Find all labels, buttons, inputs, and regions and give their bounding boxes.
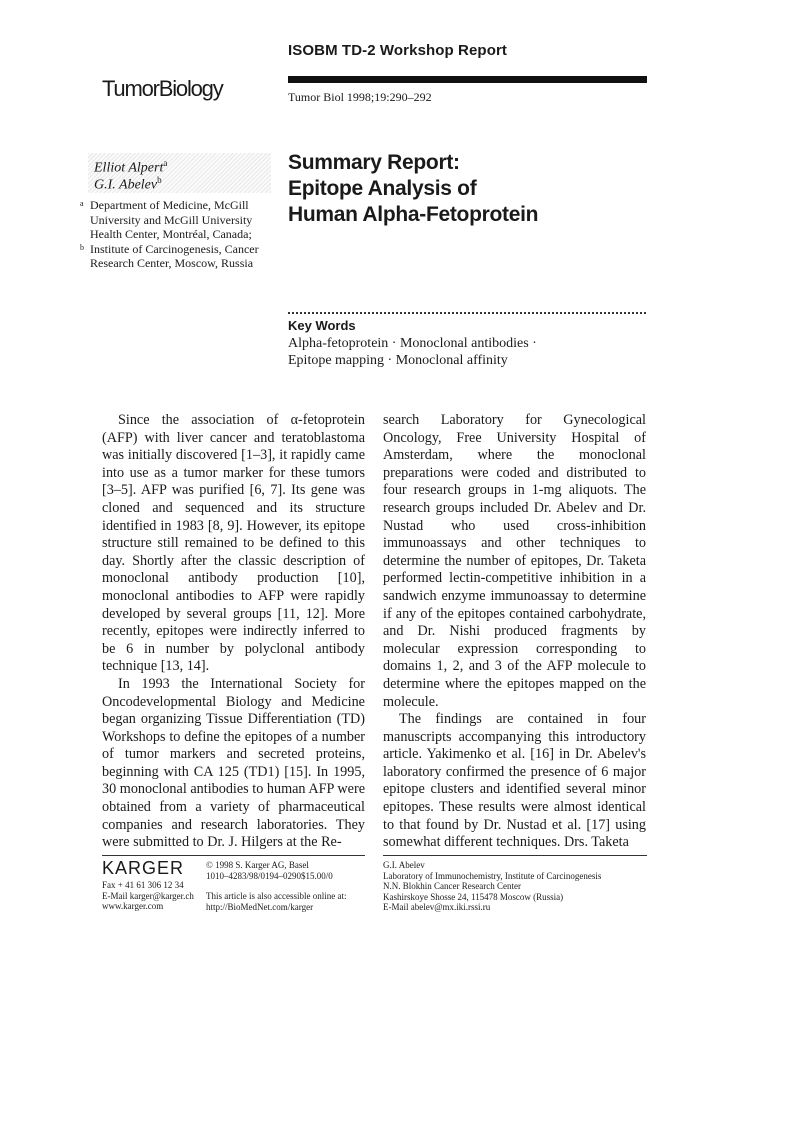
body-column-left <box>102 412 365 852</box>
affiliation: b Institute of Carcinogenesis, Cancer Research Center, Moscow, Russia <box>80 241 259 271</box>
publisher-contact: Fax + 41 61 306 12 34 E-Mail karger@karger.ch www.karger.com <box>102 880 194 912</box>
author-name: Elliot Alpert$^a$ <box>94 158 168 176</box>
keywords-divider <box>288 312 646 314</box>
online-access-note: This article is also accessible online at: http://BioMedNet.com/karger <box>206 891 347 912</box>
correspondence-address: G.I. Abelev Laboratory of Immunochemistry, Institute of Carcinogenesis N.N. Blokhin Cancer Research Center Kashirskoye Shosse 24, 115478 Moscow (Russia) E-Mail abelev@mx.iki.rssi.ru <box>383 860 602 913</box>
footer-rule <box>383 855 647 856</box>
article-title: Summary Report: Epitope Analysis of Human Alpha-Fetoprotein <box>288 151 539 226</box>
copyright-notice: © 1998 S. Karger AG, Basel 1010–4283/98/0194–0290$15.00/0 <box>206 860 333 881</box>
publisher-logo: KARGER <box>102 858 185 878</box>
paragraph: Since the association of α-fetoprotein (AFP) with liver cancer and teratoblastoma was initially discovered [1–3], it rapidly came into use as a tumor marker for these tumors [3–5]. AFP was purified [6, 7]. Its gene was cloned and sequenced and its structure identified in 1983 [8, 9]. However, its epitope structure still remained to be defined to this day. Shortly after the classic description of monoclonal antibody production [10], monoclonal antibodies to AFP were rapidly developed by several groups [11, 12]. More recently, epitopes were indirectly inferred to be 6 in number by polyclonal antibody technique [13, 14]. <box>102 412 365 675</box>
journal-logo: TumorBiology <box>102 76 223 101</box>
paragraph: search Laboratory for Gynecological Oncology, Free University Hospital of Amsterdam, where the monoclonal preparations were coded and distributed to four research groups in 1-mg aliquots. The research groups included Dr. Abelev and Dr. Nustad who used cross-inhibition immunoassays and other techniques to determine the number of epitopes, Dr. Taketa performed lectin-competitive inhibition in a sandwich enzyme immunoassay to determine if any of the epitopes contained carbohydrate, and Dr. Nishi produced fragments by molecular expression corresponding to domains 1, 2, and 3 of the AFP molecule to determine where the epitopes mapped on the molecule. <box>383 412 646 710</box>
paragraph: The findings are contained in four manuscripts accompanying this introductory article. Yakimenko et al. [16] in Dr. Abelev's laboratory confirmed the presence of 6 major epitope clusters and identified several minor epitopes. These results were almost identical to that found by Dr. Nustad et al. [17] using somewhat different techniques. Drs. Taketa <box>383 711 646 851</box>
body-column-right <box>383 412 646 852</box>
affiliation: a Department of Medicine, McGill University and McGill University Health Center, Montréal, Canada; <box>80 198 253 242</box>
section-label: ISOBM TD-2 Workshop Report <box>288 42 507 59</box>
citation: Tumor Biol 1998;19:290–292 <box>288 90 432 104</box>
affiliations <box>80 198 276 271</box>
keywords-heading: Key Words <box>288 318 356 333</box>
paragraph: In 1993 the International Society for Oncodevelopmental Biology and Medicine began organizing Tissue Differentiation (TD) Workshops to define the epitopes of a number of tumor markers and secreted proteins, beginning with CA 125 (TD1) [15]. In 1995, 30 monoclonal antibodies to human AFP were obtained from a variety of pharmaceutical companies and research laboratories. They were submitted to Dr. J. Hilgers at the Re- <box>102 675 365 851</box>
author-box <box>88 153 271 193</box>
footer-rule <box>102 855 365 856</box>
author-name: G.I. Abelev$^b$ <box>94 175 162 193</box>
keywords-list: Alpha-fetoprotein · Monoclonal antibodies · Epitope mapping · Monoclonal affinity <box>288 336 537 368</box>
header-rule <box>288 76 647 83</box>
